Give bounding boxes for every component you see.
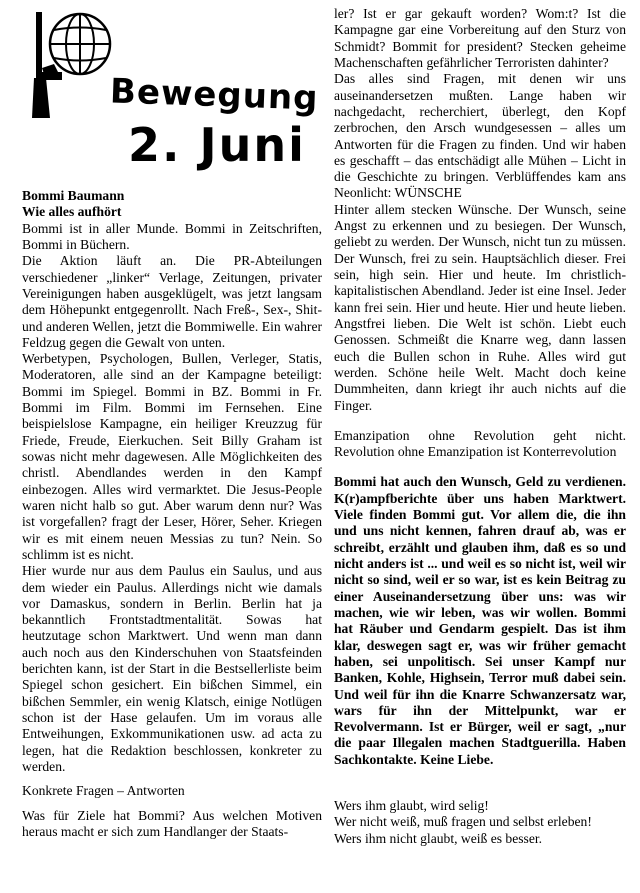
- left-column: [22, 188, 322, 840]
- article-subtitle: Wie alles aufhört: [22, 204, 122, 220]
- masthead: [109, 71, 320, 172]
- paragraph: Die Aktion läuft an. Die PR-Abteilungen verschiedener „linker“ Verlage, Zeitungen, privater Vereinigungen haben ausgeklügelt, was jetzt langsam dem Höhepunkt entgegenrollt. Nach Freß-, Sex-, Shit- und anderen Wellen, jetzt die Bommiwelle. Ein wahrer Feldzug gegen die Gewalt von unten.: [22, 253, 322, 350]
- right-column: [334, 6, 626, 847]
- paragraph: Das alles sind Fragen, mit denen wir uns auseinandersetzen mußten. Lange haben wir nachgedacht, recherchiert, überlegt, den Kopf zerbrochen, den Arsch wundgesessen – alles um Antworten für die Fragen zu finden. Und wir haben es geschafft – das entschädigt alle Mühen – Licht in die Geschichte zu bringen. Verblüffendes kam ans Neonlicht: WÜNSCHE: [334, 71, 626, 201]
- globe-rifle-logo: [24, 8, 120, 126]
- quote-line: Wers ihm glaubt, wird selig!: [334, 798, 489, 814]
- quote-line: Wer nicht weiß, muß fragen und selbst erleben!: [334, 814, 592, 830]
- paragraph: Bommi hat auch den Wunsch, Geld zu verdienen. K(r)ampfberichte über uns haben Marktwert. Viele finden Bommi gut. Vor allem die, die ihn und uns nicht kennen, fahren drauf ab, was er schreibt, erzählt und glauben ihm, daß es so und nicht anders ist ... und weil es so nicht ist, weil wir nicht so sind, weil er so war, ist es kein Beitrag zu einer Auseinandersetzung über uns: was wir machen, wie wir leben, was wir wollen. Bommi hat Räuber und Gendarm gespielt. Das ist ihm klar, deswegen sagt er, was wir früher gemacht haben, sei unpolitisch. Sei unser Kampf nur Banken, Kohle, Highsein, Terror muß dabei sein. Und weil für ihn die Knarre Schwanzersatz war, wars für ihn der Mittelpunkt, war er Revolvermann. Ist er Bürger, weil er sagt, „nur die paar Illegalen machen Stadtguerilla. Haben Sachkontakte. Keine Liebe.: [334, 474, 626, 767]
- paragraph: Bommi ist in aller Munde. Bommi in Zeitschriften, Bommi in Büchern.: [22, 220, 322, 252]
- quote-line: Wers ihm nicht glaubt, weiß es besser.: [334, 830, 543, 846]
- paragraph: Hinter allem stecken Wünsche. Der Wunsch, seine Angst zu erkennen und zu besiegen. Der Wunsch, geliebt zu werden. Der Wunsch, nicht tun zu müssen. Der Wunsch, frei zu sein. Hauptsächlich dieser. Frei sein, high sein. Hier und heute. Im christlich-kapitalistischen Abendland. Jeder ist eine Insel. Jeder kann frei sein. Hier und heute. Hier und heute lieben. Angstfrei lieben. Die Welt ist schön. Liebt euch Genossen. Schmeißt die Knarre weg, dann lassen euch die Bullen schon in Ruhe. Alles wird gut werden. Schöne heile Welt. Macht doch keine Dummheiten, dann kriegt ihr auch nichts auf die Finger.: [334, 201, 626, 413]
- paragraph: Was für Ziele hat Bommi? Aus welchen Motiven heraus macht er sich zum Handlanger der Staats-: [22, 807, 322, 839]
- article-author: Bommi Baumann: [22, 188, 125, 203]
- masthead-line-1: Bewegung: [109, 71, 320, 119]
- paragraph: Werbetypen, Psychologen, Bullen, Verleger, Statis, Moderatoren, alle sind an der Kampagne beteiligt: Bommi im Spiegel. Bommi in BZ. Bommi in Fr. Bommi im Film. Bommi im Fernsehen. Eine beispielslose Kampagne, ein heiliger Kreuzzug für Friede, Freude, Eierkuchen. Seit Billy Graham ist sowas nicht mehr dagewesen. Alle Möglichkeiten des christl. Abendlandes werden in den Kampf einbezogen. Alles wird vermarktet. Die Jesus-People waren nicht halb so gut. Aber warum denn nur? Was ist vorgefallen? fragt der Leser, Hörer, Seher. Kriegen wir es mit einem neuen Messias zu tun? Nein. So schlimm ist es nicht.: [22, 351, 322, 562]
- paragraph: ler? Ist er gar gekauft worden? Wom:t? Ist die Kampagne gar eine Vorbereitung auf den Sturz von Schmidt? Bommit for president? Stecken geheime Machenschaften gefährlicher Terroristen dahinter?: [334, 6, 626, 70]
- paragraph: Hier wurde nur aus dem Paulus ein Saulus, und aus dem wieder ein Paulus. Allerdings nicht wie damals vor Damaskus, sondern in Berlin. Berlin hat ja bekanntlich Frontstadtmentalität. Sowas hat heutzutage schon Marktwert. Und wenn man dann auch noch aus den Kinderschuhen von Staatsfeinden berichten kann, ist der Start in die Bestsellerliste beim Spiegel schon gesichert. Ein bißchen Simmel, ein bißchen Semmler, ein wenig Klatsch, einige Notlügen schon ist der Hase gelaufen. Um im voraus alle Entweihungen, Exkommunikationen usw. ad acta zu legen, hat die Redaktion beschlossen, konkreter zu werden.: [22, 563, 322, 774]
- section-heading: Konkrete Fragen – Antworten: [22, 783, 185, 799]
- masthead-line-2: 2. Juni: [128, 118, 306, 172]
- paragraph: Emanzipation ohne Revolution geht nicht. Revolution ohne Emanzipation ist Konterrevolution: [334, 427, 626, 460]
